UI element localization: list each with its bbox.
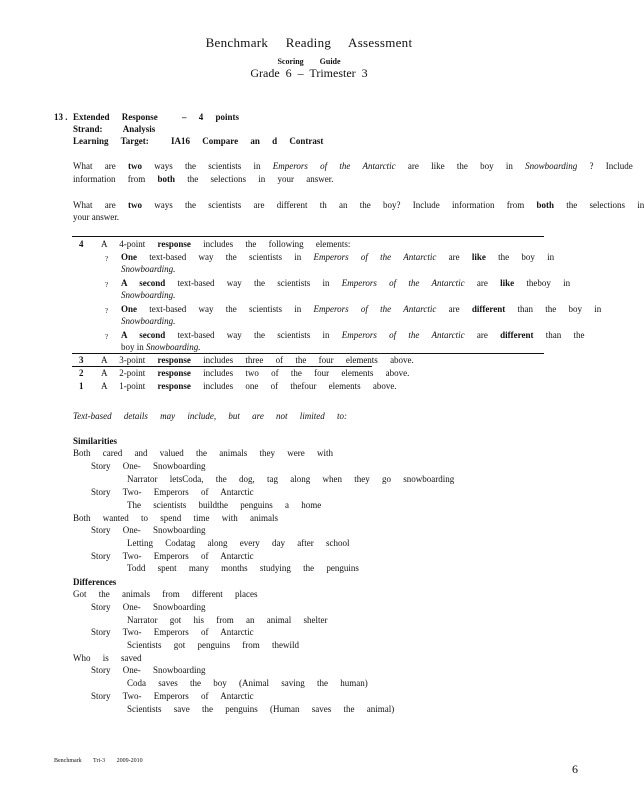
list-item: Scientists save the penguins (Human saves the animal) xyxy=(127,704,395,714)
rubric-row-4 xyxy=(101,238,350,250)
list-item: Scientists got penguins from thewild xyxy=(127,640,299,650)
element-emphasis: different xyxy=(471,304,506,314)
rubric-text: A 1-point xyxy=(101,381,146,391)
rubric-text: includes three of the four elements above. xyxy=(203,355,414,365)
details-note: Text-based details may include, but are not limited to: xyxy=(73,411,348,421)
list-item: Story One- Snowboarding xyxy=(91,665,206,675)
list-item: Story One- Snowboarding xyxy=(91,525,206,535)
rubric-emphasis: response xyxy=(157,355,191,365)
rubric-text: A 3-point xyxy=(101,355,146,365)
list-item: Story Two- Emperors of Antarctic xyxy=(91,487,254,497)
element-1-line-2: Snowboarding. xyxy=(121,264,176,274)
list-item: Both cared and valued the animals they were with xyxy=(73,448,333,458)
element-4-line-1 xyxy=(121,329,584,341)
page-title: Benchmark Reading Assessment xyxy=(205,35,413,50)
element-text: are xyxy=(448,304,460,314)
prompt-emphasis: both xyxy=(157,174,176,184)
question-points: – 4 points xyxy=(182,112,240,122)
element-text: theboy in xyxy=(526,278,571,288)
list-item: Story One- Snowboarding xyxy=(91,461,206,471)
prompt-text: What are xyxy=(73,161,116,171)
story-title: Emperors of the Antarctic xyxy=(341,330,465,340)
prompt-text: the selections in your answer. xyxy=(187,174,334,184)
element-emphasis: like xyxy=(471,252,486,262)
rubric-row-3 xyxy=(101,354,414,366)
bullet-icon: ? xyxy=(105,255,109,263)
element-ordinal: A second xyxy=(121,330,166,340)
prompt-text: ? Include xyxy=(589,161,633,171)
rubric-row-1 xyxy=(101,380,397,392)
list-item: Story Two- Emperors of Antarctic xyxy=(91,691,254,701)
prompt-text: the selections in xyxy=(566,200,644,210)
strand xyxy=(73,123,155,135)
rubric-row-2 xyxy=(101,367,409,379)
list-item: Todd spent many months studying the penguins xyxy=(127,563,359,573)
rubric-text: A 4-point xyxy=(101,239,146,249)
page-number: 6 xyxy=(572,762,578,776)
list-item: Who is saved xyxy=(73,653,142,663)
grade-trimester: Grade 6 – Trimester 3 xyxy=(250,66,368,80)
element-text: are xyxy=(476,278,488,288)
rubric-emphasis: response xyxy=(157,368,191,378)
element-text: are xyxy=(448,252,460,262)
list-item: Both wanted to spend time with animals xyxy=(73,513,278,523)
prompt-1-line-2 xyxy=(73,173,334,185)
prompt-emphasis: two xyxy=(127,161,142,171)
story-title: Emperors of the Antarctic xyxy=(313,304,437,314)
story-title: Emperors of the Antarctic xyxy=(313,252,437,262)
strand-label: Strand: xyxy=(73,124,103,134)
prompt-2-line-2: your answer. xyxy=(73,212,119,222)
element-3-line-2: Snowboarding. xyxy=(121,316,176,326)
rubric-text: includes one of thefour elements above. xyxy=(203,381,397,391)
bullet-icon: ? xyxy=(105,307,109,315)
prompt-emphasis: both xyxy=(536,200,555,210)
footer-text: Benchmark Tri-3 2009-2010 xyxy=(54,758,143,764)
prompt-text: ways the scientists in xyxy=(154,161,261,171)
element-text: than the boy in xyxy=(517,304,602,314)
list-item: Story Two- Emperors of Antarctic xyxy=(91,551,254,561)
element-emphasis: like xyxy=(500,278,515,288)
element-text: text-based way the scientists in xyxy=(149,252,302,262)
element-4-line-2 xyxy=(121,341,200,353)
list-item: Story Two- Emperors of Antarctic xyxy=(91,627,254,637)
element-text: than the xyxy=(545,330,585,340)
prompt-emphasis: two xyxy=(127,200,142,210)
rubric-text: A 2-point xyxy=(101,368,146,378)
story-title: Emperors of the Antarctic xyxy=(272,161,396,171)
element-text: text-based way the scientists in xyxy=(149,304,302,314)
element-text: are xyxy=(476,330,488,340)
question-type xyxy=(73,111,239,123)
similarities-heading: Similarities xyxy=(73,436,117,446)
bullet-icon: ? xyxy=(105,333,109,341)
element-2-line-1 xyxy=(121,277,570,289)
element-ordinal: One xyxy=(121,252,138,262)
score-4: 4 xyxy=(79,239,84,249)
element-1-line-1 xyxy=(121,251,554,263)
page-subtitle: Scoring Guide xyxy=(277,57,341,66)
learning-target-value: IA16 Compare an d Contrast xyxy=(171,136,324,146)
list-item: Narrator letsCoda, the dog, tag along when they go snowboarding xyxy=(127,474,455,484)
element-ordinal: One xyxy=(121,304,138,314)
prompt-text: ways the scientists are different th an the boy? Include information from xyxy=(154,200,525,210)
strand-value: Analysis xyxy=(122,124,156,134)
score-3: 3 xyxy=(79,355,84,365)
element-text: boy in xyxy=(121,342,144,352)
prompt-2-line-1 xyxy=(73,199,644,211)
story-title: Emperors of the Antarctic xyxy=(341,278,465,288)
rubric-text: includes two of the four elements above. xyxy=(203,368,410,378)
differences-heading: Differences xyxy=(73,577,117,587)
question-number: 13 . xyxy=(54,112,68,122)
prompt-text: are like the boy in xyxy=(407,161,513,171)
rubric-emphasis: response xyxy=(157,239,191,249)
element-text: the boy in xyxy=(498,252,555,262)
list-item: Narrator got his from an animal shelter xyxy=(127,615,328,625)
story-title: Snowboarding xyxy=(525,161,578,171)
prompt-1-line-1 xyxy=(73,160,633,172)
element-text: text-based way the scientists in xyxy=(177,330,330,340)
learning-target xyxy=(73,135,323,147)
list-item: Story One- Snowboarding xyxy=(91,602,206,612)
list-item: The scientists buildthe penguins a home xyxy=(127,500,322,510)
score-1: 1 xyxy=(79,381,84,391)
rubric-emphasis: response xyxy=(157,381,191,391)
prompt-text: information from xyxy=(73,174,146,184)
question-type-label: Extended Response xyxy=(73,112,158,122)
element-emphasis: different xyxy=(500,330,534,340)
list-item: Got the animals from different places xyxy=(73,589,258,599)
element-2-line-2: Snowboarding. xyxy=(121,290,176,300)
learning-target-label: Learning Target: xyxy=(73,136,149,146)
list-item: Letting Codatag along every day after school xyxy=(127,538,350,548)
element-3-line-1 xyxy=(121,303,601,315)
prompt-text: What are xyxy=(73,200,116,210)
story-title: Snowboarding. xyxy=(146,342,201,352)
score-2: 2 xyxy=(79,368,84,378)
bullet-icon: ? xyxy=(105,281,109,289)
rubric-text: includes the following elements: xyxy=(203,239,351,249)
element-ordinal: A second xyxy=(121,278,166,288)
list-item: Coda saves the boy (Animal saving the human) xyxy=(127,678,368,688)
rubric-top-rule xyxy=(72,236,544,237)
element-text: text-based way the scientists in xyxy=(177,278,330,288)
